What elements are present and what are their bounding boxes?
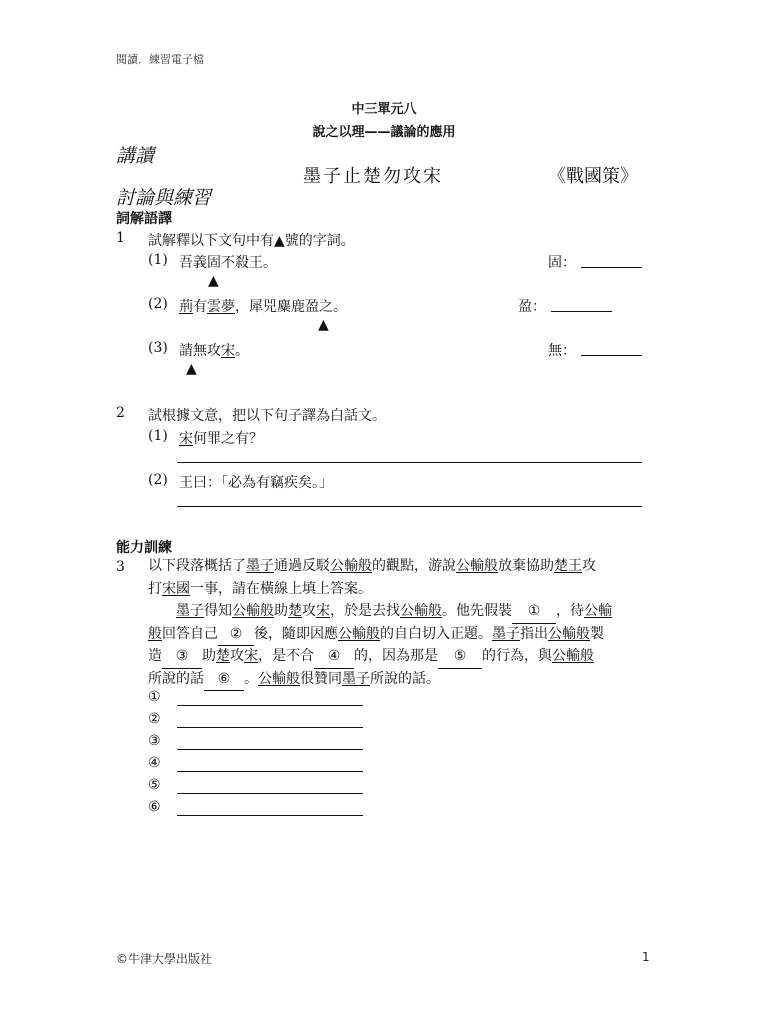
- q1-item2-answer-line[interactable]: [551, 311, 612, 312]
- q1-item2-triangle: ▲: [318, 317, 329, 333]
- q3-passage: 以下段落概括了墨子通過反駁公輸般的觀點，游說公輸般放棄協助楚王攻 打宋國一事，請在橫線上填上答案。 墨子得知公輸般助楚攻宋，於是去找公輸般。他先假裝 ① ，待公輸 般回答自己 ② 後，隨即因應公輸般的自白切入正題。墨子指出公輸般製 造 ③ 助楚攻宋，是不合 ④ 的，因為那是 ⑤ 的行為，與公輸般 所說的話 ⑥ 。公輸般很贊同墨子所說的話。: [148, 555, 654, 690]
- q1-prompt: 試解釋以下文句中有▲號的字詞。: [148, 233, 355, 249]
- q2-item1-text: 宋何罪之有？: [179, 431, 263, 447]
- footer-publisher: ©牛津大學出版社: [116, 952, 213, 966]
- section-label: 講讀: [116, 145, 155, 167]
- q3-blank-4[interactable]: ④: [314, 645, 354, 669]
- q1-item2-text: 荊有雲夢，犀兕麋鹿盈之。: [179, 299, 347, 315]
- q3-answer-4-label: ④: [148, 755, 161, 771]
- q2-item2-text: 王曰：「必為有竊疾矣。」: [179, 475, 333, 491]
- q2-item2-number: (2): [148, 472, 168, 488]
- q2-item2-answer-line[interactable]: [177, 506, 642, 507]
- q3-blank-6[interactable]: ⑥: [204, 668, 244, 692]
- unit-subtitle: 說之以理——議論的應用: [312, 125, 456, 140]
- q2-item1-answer-line[interactable]: [177, 462, 642, 463]
- q1-item2-answer-label: 盈：: [518, 299, 546, 315]
- q2-number: 2: [116, 405, 125, 421]
- page-number: 1: [642, 950, 650, 964]
- q2-item1-number: (1): [148, 428, 168, 444]
- q3-number: 3: [116, 559, 125, 575]
- q3-blank-1[interactable]: ①: [512, 600, 556, 624]
- q1-item1-answer-line[interactable]: [581, 267, 642, 268]
- unit-title: 中三單元八: [351, 102, 417, 117]
- q3-answer-3-line[interactable]: [177, 749, 363, 750]
- q1-item1-triangle: ▲: [208, 273, 219, 289]
- q3-blank-5[interactable]: ⑤: [438, 645, 482, 669]
- q1-item1-answer-label: 固：: [548, 255, 576, 271]
- q3-answer-3-label: ③: [148, 733, 161, 749]
- q1-item2-number: (2): [148, 296, 168, 312]
- q3-answer-2-label: ②: [148, 711, 161, 727]
- q3-answer-5-label: ⑤: [148, 777, 161, 793]
- q3-answer-1-line[interactable]: [177, 705, 363, 706]
- q1-item3-answer-label: 無：: [548, 343, 576, 359]
- q1-item3-answer-line[interactable]: [581, 355, 642, 356]
- training-heading: 能力訓練: [116, 540, 172, 556]
- discussion-label: 討論與練習: [116, 187, 212, 209]
- q1-item3-number: (3): [148, 340, 168, 356]
- q3-blank-2[interactable]: ②: [218, 623, 254, 647]
- text-title: 墨子止楚勿攻宋: [303, 166, 443, 187]
- q3-answer-6-line[interactable]: [177, 815, 363, 816]
- q3-answer-2-line[interactable]: [177, 727, 363, 728]
- q1-number: 1: [116, 230, 125, 246]
- vocab-heading: 詞解語譯: [116, 211, 172, 227]
- q3-blank-3[interactable]: ③: [162, 645, 202, 669]
- q3-answer-5-line[interactable]: [177, 793, 363, 794]
- q1-item1-number: (1): [148, 252, 168, 268]
- q1-item3-triangle: ▲: [186, 361, 197, 377]
- q3-answer-6-label: ⑥: [148, 799, 161, 815]
- q1-item3-text: 請無攻宋。: [179, 343, 249, 359]
- text-source: 《戰國策》: [548, 166, 638, 187]
- q3-answer-1-label: ①: [148, 689, 161, 705]
- q3-answer-4-line[interactable]: [177, 771, 363, 772]
- q2-prompt: 試根據文意，把以下句子譯為白話文。: [148, 408, 386, 424]
- page-header: 閱讀．練習電子檔: [116, 53, 204, 66]
- q1-item1-text: 吾義固不殺王。: [179, 255, 277, 271]
